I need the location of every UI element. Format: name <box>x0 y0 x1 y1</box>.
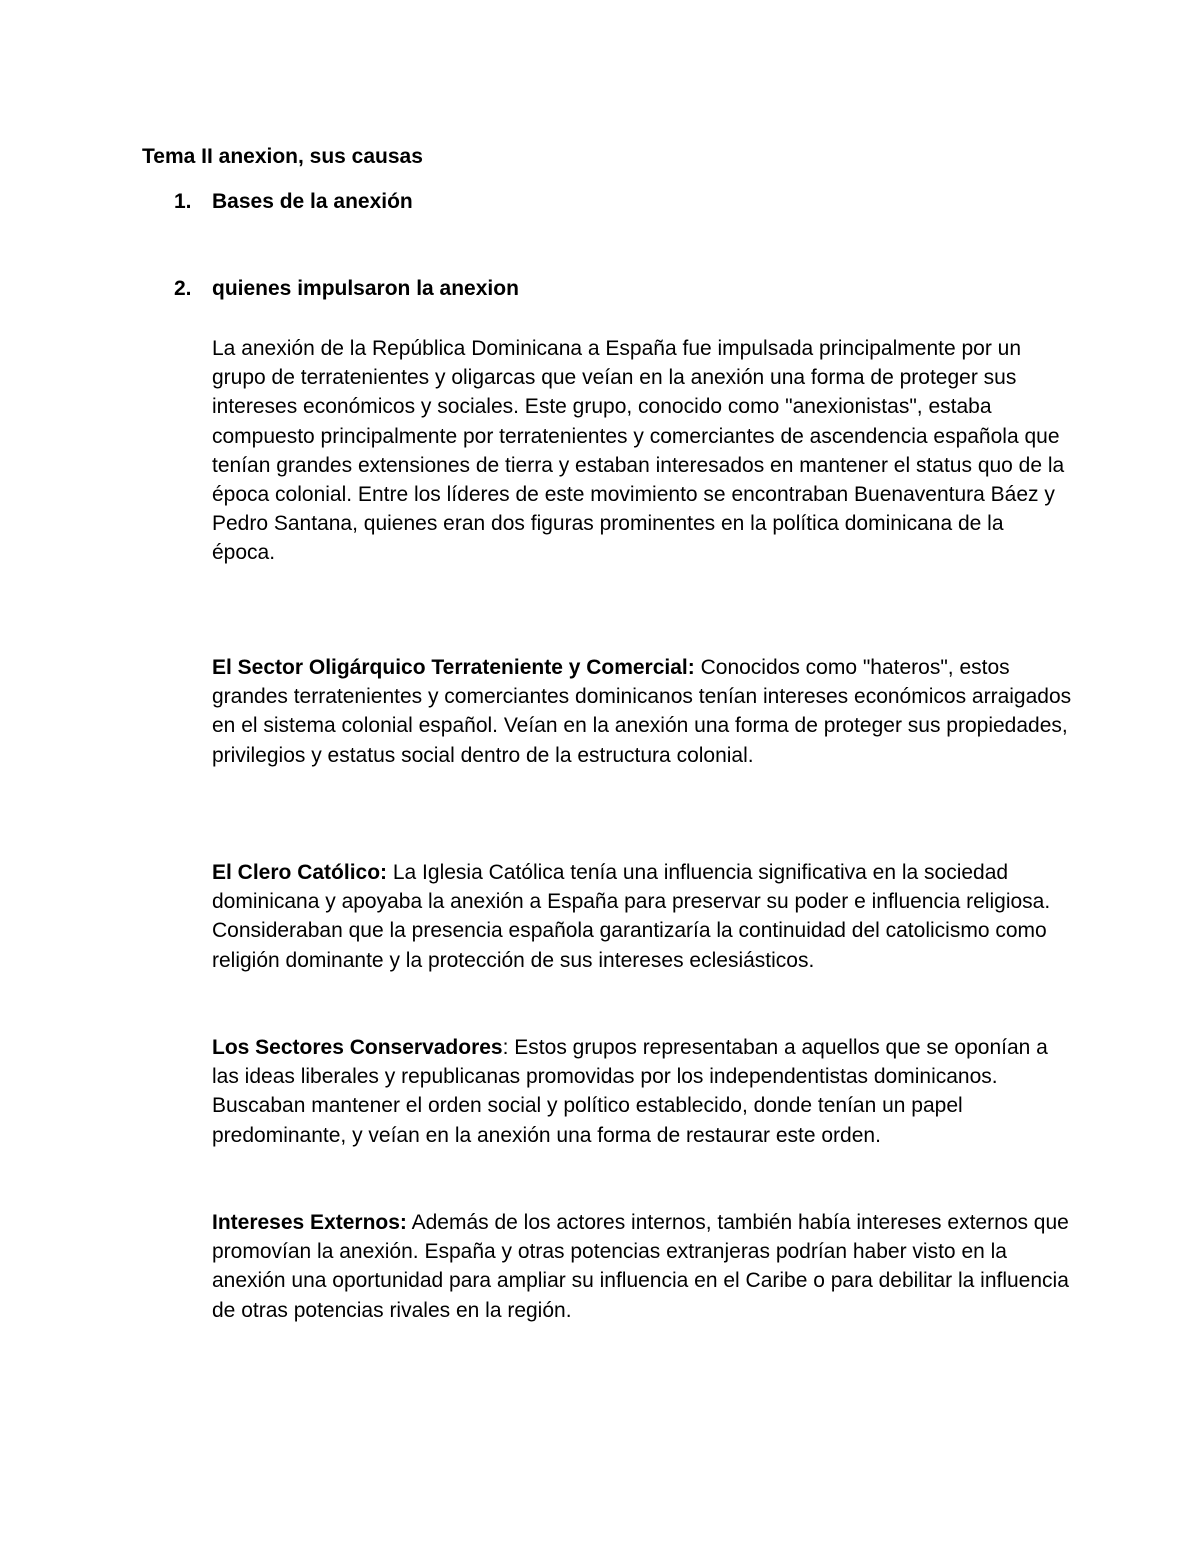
section-body: La Iglesia Católica tenía una influencia significativa en la sociedad dominicana y apoyaba la anexión a España para preservar su poder e influencia religiosa. Consideraban que la presencia española garantizaría la continuidad del catolicismo como religión dominante y la protección de sus intereses eclesiásticos. <box>212 861 1051 972</box>
list-number: 1. <box>174 190 192 213</box>
section-heading: El Clero Católico: <box>212 861 388 884</box>
section-heading: Intereses Externos: <box>212 1211 407 1234</box>
list-item-bases <box>174 187 413 216</box>
intro-paragraph: La anexión de la República Dominicana a España fue impulsada principalmente por un grupo de terratenientes y oligarcas que veían en la anexión una forma de proteger sus intereses económicos y sociales. Este grupo, conocido como "anexionistas", estaba compuesto principalmente por terratenientes y comerciantes de ascendencia española que tenían grandes extensiones de tierra y estaban interesados en mantener el status quo de la época colonial. Entre los líderes de este movimiento se encontraban Buenaventura Báez y Pedro Santana, quienes eran dos figuras prominentes en la política dominicana de la época. <box>212 337 1065 565</box>
document-title: Tema II anexion, sus causas <box>142 145 423 168</box>
section-body: Conocidos como "hateros", estos grandes terratenientes y comerciantes dominicanos tenían intereses económicos arraigados en el sistema colonial español. Veían en la anexión una forma de proteger sus propiedades, privilegios y estatus social dentro de la estructura colonial. <box>212 656 1072 767</box>
section-sectores-conservadores <box>212 1033 1072 1150</box>
list-item-quienes <box>174 274 519 303</box>
list-item-text: quienes impulsaron la anexion <box>212 277 519 300</box>
section-body: : Estos grupos representaban a aquellos que se oponían a las ideas liberales y republicanas promovidas por los independentistas dominicanos. Buscaban mantener el orden social y político establecido, donde tenían un papel predominante, y veían en la anexión una forma de restaurar este orden. <box>212 1036 1048 1147</box>
section-body: Además de los actores internos, también había intereses externos que promovían la anexión. España y otras potencias extranjeras podrían haber visto en la anexión una oportunidad para ampliar su influencia en el Caribe o para debilitar la influencia de otras potencias rivales en la región. <box>212 1211 1069 1322</box>
list-item-text: Bases de la anexión <box>212 190 413 213</box>
section-sector-oligarquico <box>212 653 1072 770</box>
section-heading: El Sector Oligárquico Terrateniente y Comercial: <box>212 656 695 679</box>
section-clero-catolico <box>212 858 1072 975</box>
list-number: 2. <box>174 277 192 300</box>
section-heading: Los Sectores Conservadores <box>212 1036 503 1059</box>
section-intereses-externos <box>212 1208 1072 1325</box>
